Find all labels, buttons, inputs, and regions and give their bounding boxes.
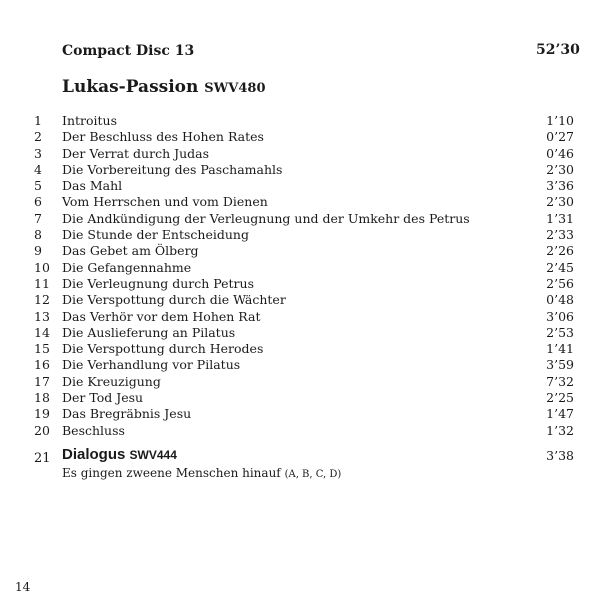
track-title: Das Bregräbnis Jesu bbox=[62, 406, 192, 422]
track-title: Die Verleugnung durch Petrus bbox=[62, 275, 254, 291]
track-row bbox=[0, 423, 600, 439]
track-duration: 2’53 bbox=[546, 324, 574, 340]
track-number: 11 bbox=[34, 275, 50, 291]
track-title: Der Tod Jesu bbox=[62, 390, 144, 406]
track-title: Die Verspottung durch Herodes bbox=[62, 341, 264, 357]
track-title: Die Gefangennahme bbox=[62, 259, 192, 275]
track-duration: 3’06 bbox=[546, 308, 574, 324]
track-number: 16 bbox=[34, 357, 50, 373]
track-row bbox=[0, 325, 600, 341]
track-number: 4 bbox=[34, 161, 42, 177]
track-number: 19 bbox=[34, 406, 50, 422]
track-duration: 7’32 bbox=[546, 373, 574, 389]
track-number: 10 bbox=[34, 259, 50, 275]
track-number: 2 bbox=[34, 129, 42, 145]
disc-title: Compact Disc 13 bbox=[62, 43, 195, 59]
track-title: Die Auslieferung an Pilatus bbox=[62, 324, 236, 340]
track-row bbox=[0, 341, 600, 357]
track-duration: 0’27 bbox=[546, 129, 574, 145]
track-number: 15 bbox=[34, 341, 50, 357]
page-number: 14 bbox=[15, 580, 31, 594]
dialogus-subtitle bbox=[62, 466, 341, 480]
track-duration: 2’30 bbox=[546, 161, 574, 177]
track-number: 14 bbox=[34, 324, 50, 340]
track-row bbox=[0, 129, 600, 145]
dialogus-voices: (A, B, C, D) bbox=[284, 469, 342, 480]
track-list bbox=[0, 113, 600, 439]
track-duration: 2’26 bbox=[546, 243, 574, 259]
track-row bbox=[0, 178, 600, 194]
track-row bbox=[0, 276, 600, 292]
track-duration: 1’41 bbox=[546, 341, 574, 357]
track-number: 8 bbox=[34, 227, 42, 243]
track-row bbox=[0, 309, 600, 325]
track-row bbox=[0, 227, 600, 243]
track-number: 7 bbox=[34, 210, 42, 226]
track-number: 9 bbox=[34, 243, 42, 259]
track-duration: 0’46 bbox=[546, 145, 574, 161]
dialogus-track-number: 21 bbox=[34, 451, 51, 466]
track-title: Das Verhör vor dem Hohen Rat bbox=[62, 308, 261, 324]
track-number: 1 bbox=[34, 113, 42, 128]
track-duration: 3’59 bbox=[546, 357, 574, 373]
track-row bbox=[0, 390, 600, 406]
track-duration: 2’25 bbox=[546, 390, 574, 406]
work-title-text: Lukas-Passion bbox=[62, 77, 199, 97]
track-title: Introitus bbox=[62, 113, 117, 128]
track-row bbox=[0, 146, 600, 162]
track-duration: 1’47 bbox=[546, 406, 574, 422]
track-row bbox=[0, 292, 600, 308]
track-duration: 0’48 bbox=[546, 292, 574, 308]
track-row bbox=[0, 113, 600, 129]
track-duration: 3’36 bbox=[546, 178, 574, 194]
dialogus-catalog-number: SWV444 bbox=[129, 448, 177, 462]
track-number: 6 bbox=[34, 194, 42, 210]
dialogus-duration: 3’38 bbox=[546, 448, 574, 463]
track-duration: 1’32 bbox=[546, 422, 574, 438]
disc-total-time: 52’30 bbox=[536, 42, 580, 58]
track-number: 18 bbox=[34, 390, 50, 406]
track-title: Die Stunde der Entscheidung bbox=[62, 227, 249, 243]
track-title: Die Kreuzigung bbox=[62, 373, 161, 389]
track-duration: 2’56 bbox=[546, 275, 574, 291]
track-number: 3 bbox=[34, 145, 42, 161]
track-duration: 1’31 bbox=[546, 210, 574, 226]
track-number: 20 bbox=[34, 422, 50, 438]
track-number: 12 bbox=[34, 292, 50, 308]
track-duration: 2’30 bbox=[546, 194, 574, 210]
dialogus-subtitle-text: Es gingen zweene Menschen hinauf bbox=[62, 466, 281, 480]
track-duration: 1’10 bbox=[546, 113, 574, 128]
track-row bbox=[0, 374, 600, 390]
track-title: Das Gebet am Ölberg bbox=[62, 243, 199, 259]
track-number: 5 bbox=[34, 178, 42, 194]
track-row bbox=[0, 357, 600, 373]
work-catalog-number: SWV480 bbox=[204, 81, 266, 96]
track-duration: 2’45 bbox=[546, 259, 574, 275]
track-row bbox=[0, 406, 600, 422]
track-title: Die Verhandlung vor Pilatus bbox=[62, 357, 241, 373]
track-number: 17 bbox=[34, 373, 50, 389]
work-title bbox=[62, 77, 266, 97]
track-title: Die Verspottung durch die Wächter bbox=[62, 292, 286, 308]
track-number: 13 bbox=[34, 308, 50, 324]
track-row bbox=[0, 194, 600, 210]
track-duration: 2’33 bbox=[546, 227, 574, 243]
dialogus-title-text: Dialogus bbox=[62, 446, 126, 463]
track-title: Das Mahl bbox=[62, 178, 123, 194]
track-title: Die Andkündigung der Verleugnung und der Umkehr des Petrus bbox=[62, 210, 470, 226]
track-title: Beschluss bbox=[62, 422, 125, 438]
track-row bbox=[0, 211, 600, 227]
track-title: Der Beschluss des Hohen Rates bbox=[62, 129, 264, 145]
track-title: Vom Herrschen und vom Dienen bbox=[62, 194, 268, 210]
dialogus-title bbox=[62, 446, 177, 463]
track-row bbox=[0, 162, 600, 178]
track-row bbox=[0, 260, 600, 276]
track-row bbox=[0, 243, 600, 259]
track-title: Die Vorbereitung des Paschamahls bbox=[62, 161, 283, 177]
track-title: Der Verrat durch Judas bbox=[62, 145, 210, 161]
